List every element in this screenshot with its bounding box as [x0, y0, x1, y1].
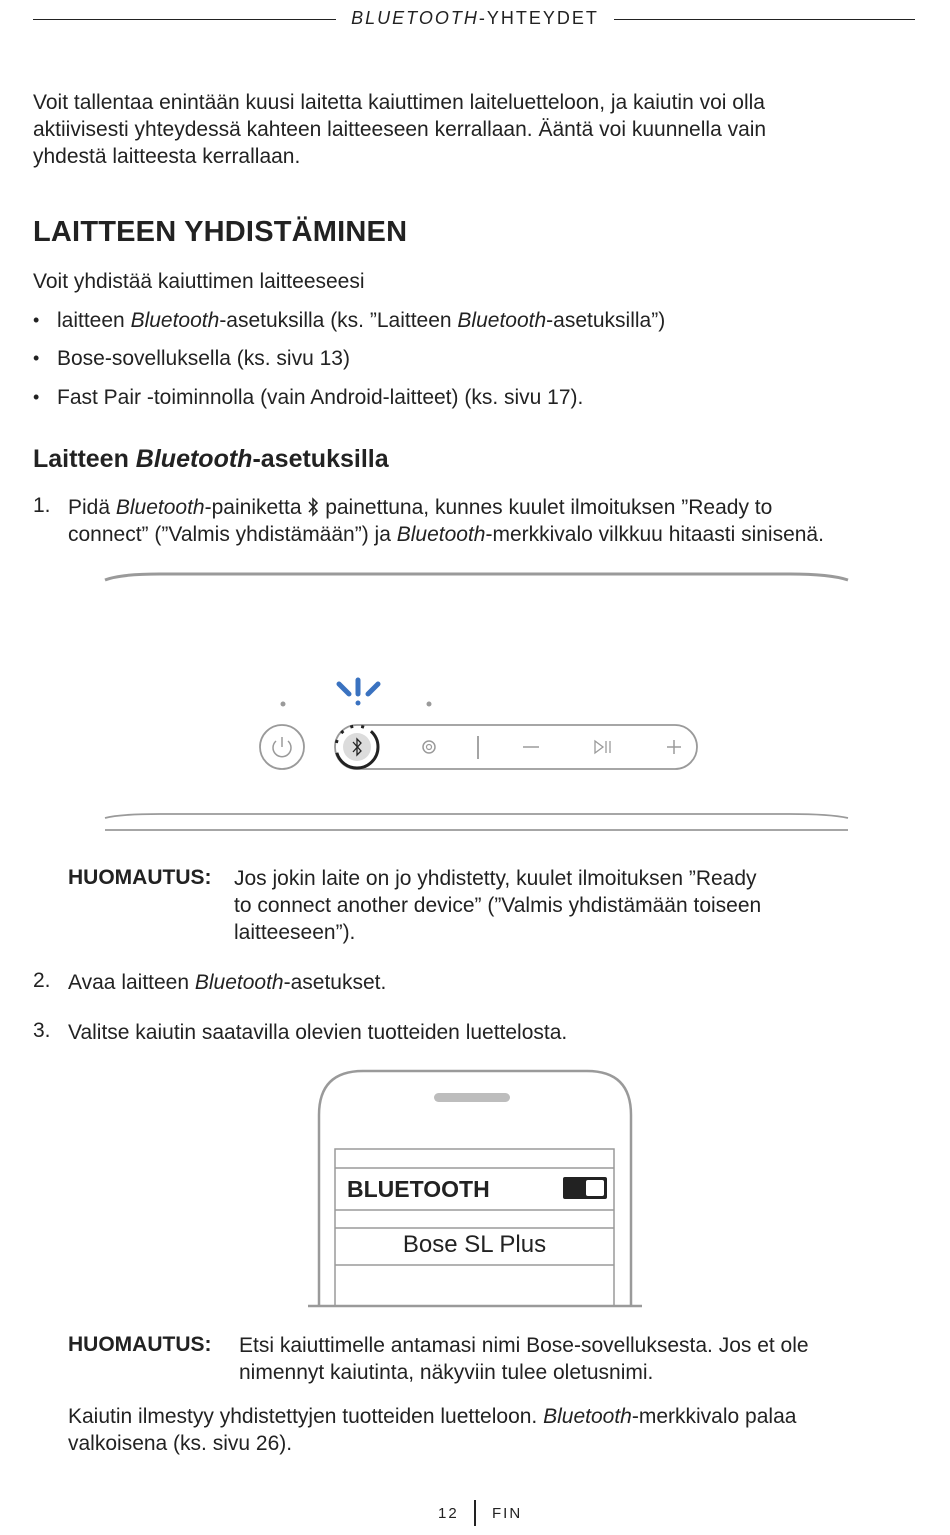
bullet-emphasis: Bluetooth [130, 309, 220, 332]
subsection-title [33, 445, 389, 474]
closing-line [68, 1403, 938, 1430]
header-title-rest: -YHTEYDET [478, 8, 599, 28]
step-number: 1. [33, 494, 51, 517]
bluetooth-setting-label: BLUETOOTH [347, 1176, 490, 1202]
control-strip [335, 725, 697, 769]
action-button-icon[interactable] [423, 741, 435, 753]
note-label: HUOMAUTUS: [68, 866, 212, 889]
step-text: painettuna, kunnes kuulet ilmoituksen ”Ready to [319, 496, 773, 519]
intro-line: aktiivisesti yhteydessä kahteen laitteeseen kerrallaan. Ääntä voi kuunnella vain [33, 118, 767, 141]
footer-divider [474, 1500, 476, 1526]
step-1-line [68, 494, 928, 521]
step-text: Pidä [68, 496, 116, 519]
closing-text: -merkkivalo palaa [631, 1405, 797, 1428]
speaker-bottom-edge [105, 814, 848, 818]
device-list-item[interactable] [335, 1231, 614, 1259]
step-emphasis: Bluetooth [396, 523, 486, 546]
intro-line: Voit tallentaa enintään kuusi laitetta kaiuttimen laiteluetteloon, ja kaiutin voi olla [33, 91, 765, 114]
bullet-marker: • [33, 348, 40, 368]
step-text: -merkkivalo vilkkuu hitaasti sinisenä. [485, 523, 824, 546]
step-1-text [68, 494, 928, 548]
step-text: connect” (”Valmis yhdistämään”) ja [68, 523, 397, 546]
step-number: 3. [33, 1019, 51, 1042]
subsection-title-pre: Laitteen [33, 445, 136, 473]
closing-line: valkoisena (ks. sivu 26). [68, 1432, 293, 1455]
subsection-title-post: -asetuksilla [252, 445, 389, 473]
phone-speaker-slot [434, 1093, 510, 1102]
toggle-knob [586, 1180, 604, 1196]
bullet-emphasis: Bluetooth [457, 309, 547, 332]
closing-text: Kaiutin ilmestyy yhdistettyjen tuotteiden luetteloon. [68, 1405, 544, 1428]
step-1-line [68, 521, 928, 548]
note-line: nimennyt kaiutinta, näkyviin tulee oletusnimi. [239, 1361, 654, 1384]
bullet-item: Bose-sovelluksella (ks. sivu 13) [57, 347, 350, 370]
note-label: HUOMAUTUS: [68, 1333, 212, 1356]
closing-paragraph [68, 1403, 938, 1457]
step-emphasis: Bluetooth [194, 971, 284, 994]
action-button-icon-inner [427, 745, 432, 750]
bullet-item [57, 307, 665, 334]
blinking-blue-icon [339, 680, 378, 706]
indicator-light [281, 702, 286, 707]
step-text: -painiketta [204, 496, 308, 519]
step-text: -asetukset. [283, 971, 387, 994]
header-title-italic: BLUETOOTH [351, 8, 479, 28]
step-number: 2. [33, 969, 51, 992]
speaker-illustration [0, 560, 950, 840]
intro-line: yhdestä laitteesta kerrallaan. [33, 145, 301, 168]
note-line: Jos jokin laite on jo yhdistetty, kuulet ilmoituksen ”Ready [234, 867, 757, 890]
bluetooth-icon [307, 497, 319, 517]
bullet-text: -asetuksilla (ks. ”Laitteen [219, 309, 458, 332]
bullet-text: -asetuksilla”) [546, 309, 666, 332]
section-lead: Voit yhdistää kaiuttimen laitteeseesi [33, 270, 365, 293]
note-line: Etsi kaiuttimelle antamasi nimi Bose-sovelluksesta. Jos et ole [239, 1334, 809, 1357]
page-number: 12 [438, 1505, 459, 1522]
running-header [0, 8, 950, 29]
play-pause-icon[interactable] [595, 741, 603, 753]
device-name: Bose SL Plus [402, 1231, 547, 1258]
speaker-top-edge [105, 574, 848, 580]
note-line: laitteeseen”). [234, 921, 356, 944]
step-2-text [68, 969, 386, 996]
note-body [234, 865, 874, 946]
note-body [239, 1332, 919, 1386]
intro-paragraph [33, 89, 913, 170]
subsection-title-em: Bluetooth [135, 445, 253, 473]
bluetooth-toggle[interactable] [563, 1177, 607, 1199]
note-line: to connect another device” (”Valmis yhdistämään toiseen [234, 894, 762, 917]
language-code: FIN [492, 1505, 523, 1522]
bullet-item: Fast Pair -toiminnolla (vain Android-laitteet) (ks. sivu 17). [57, 386, 584, 409]
bullet-marker: • [33, 310, 40, 330]
step-text: Avaa laitteen [68, 971, 195, 994]
step-emphasis: Bluetooth [115, 496, 205, 519]
section-title: LAITTEEN YHDISTÄMINEN [33, 216, 408, 248]
indicator-light [427, 702, 432, 707]
step-3-text: Valitse kaiutin saatavilla olevien tuotteiden luettelosta. [68, 1021, 568, 1044]
bullet-text: laitteen [57, 309, 131, 332]
closing-emphasis: Bluetooth [543, 1405, 632, 1428]
bullet-marker: • [33, 387, 40, 407]
